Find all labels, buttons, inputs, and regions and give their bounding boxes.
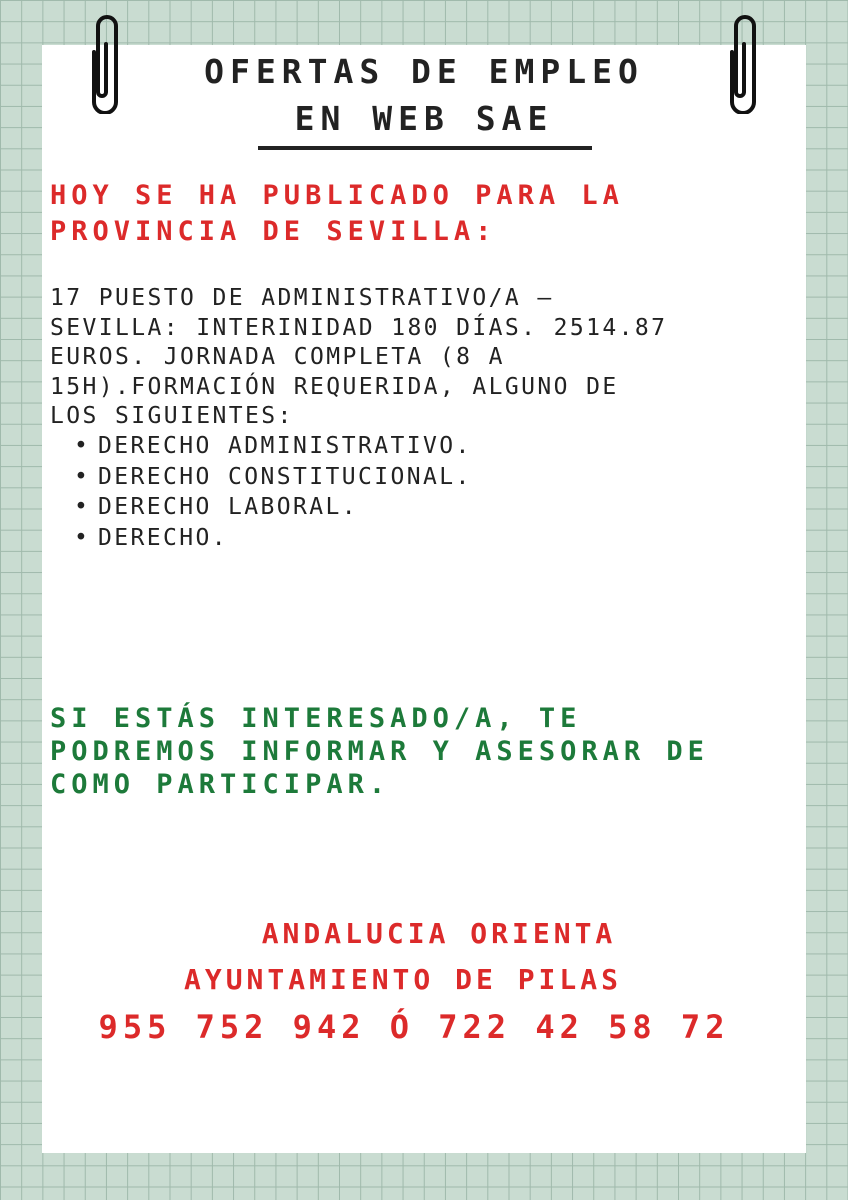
offer-line: LOS SIGUIENTES: — [50, 403, 294, 429]
offer-line: SEVILLA: INTERINIDAD 180 DÍAS. 2514.87 — [50, 314, 668, 341]
offer-description — [50, 284, 810, 432]
list-item — [74, 523, 472, 554]
headline-line: PROVINCIA DE SEVILLA: — [50, 216, 497, 247]
requirement-text: DERECHO ADMINISTRATIVO. — [98, 433, 472, 459]
bullet-icon: • — [74, 433, 91, 459]
page-title-line-1: OFERTAS DE EMPLEO — [204, 52, 644, 91]
offer-line: 15H).FORMACIÓN REQUERIDA, ALGUNO DE — [50, 373, 619, 400]
requirement-text: DERECHO CONSTITUCIONAL. — [98, 463, 472, 490]
bullet-icon: • — [74, 524, 91, 551]
contact-phones: 955 752 942 Ó 722 42 58 72 — [98, 1008, 730, 1046]
interest-message — [50, 702, 810, 801]
offer-line: 17 PUESTO DE ADMINISTRATIVO/A – — [50, 285, 554, 311]
contact-organization: ANDALUCIA ORIENTA — [261, 917, 617, 950]
interest-line: COMO PARTICIPAR. — [50, 769, 391, 800]
bullet-icon: • — [74, 494, 91, 520]
requirements-list — [74, 431, 472, 553]
requirement-text: DERECHO LABORAL. — [98, 494, 358, 520]
interest-line: PODREMOS INFORMAR Y ASESORAR DE — [50, 736, 709, 767]
list-item — [74, 431, 472, 462]
bullet-icon: • — [74, 463, 91, 490]
offer-line: EUROS. JORNADA COMPLETA (8 A — [50, 344, 505, 370]
list-item — [74, 492, 472, 523]
contact-council: AYUNTAMIENTO DE PILAS — [183, 963, 622, 996]
list-item — [74, 462, 472, 493]
headline-line: HOY SE HA PUBLICADO PARA LA — [50, 180, 624, 211]
headline — [50, 178, 810, 250]
requirement-text: DERECHO. — [98, 524, 228, 551]
page-title-line-2: EN WEB SAE — [294, 99, 554, 138]
title-underline — [258, 146, 592, 150]
interest-line: SI ESTÁS INTERESADO/A, TE — [50, 703, 582, 734]
